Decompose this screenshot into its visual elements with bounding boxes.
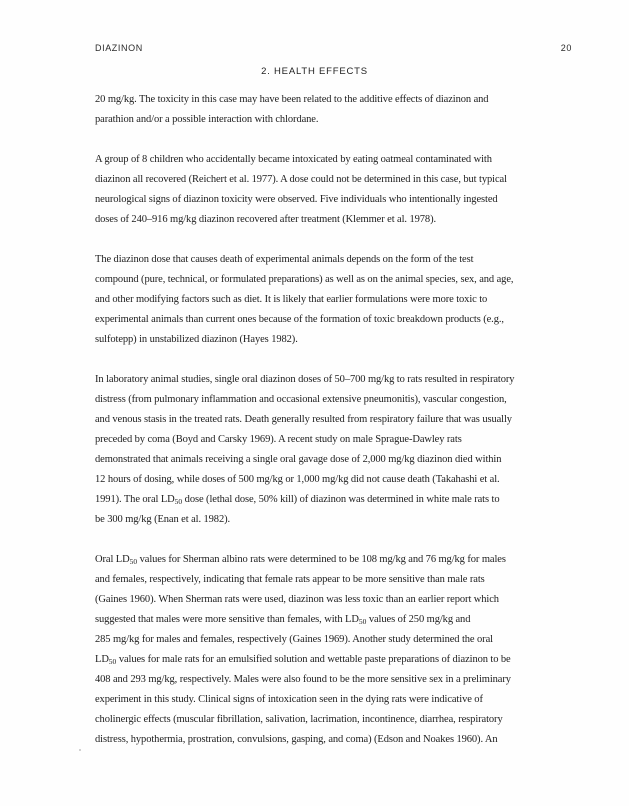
paragraph-children-oatmeal-case: A group of 8 children who accidentally became intoxicated by eating oatmeal contaminated with diazinon all recovered (Reichert et al. 1977). A dose could not be determined in this case, but typical neurological signs of diazinon toxicity were observed. Five individuals who intentionally ingested doses of 240–916 mg/kg diazinon recovered after treatment (Klemmer et al. 1978). <box>95 154 507 225</box>
running-header <box>95 43 572 53</box>
running-header-title: DIAZINON <box>95 43 143 53</box>
section-heading: 2. HEALTH EFFECTS <box>261 66 368 77</box>
document-body <box>95 90 600 770</box>
paragraph-ld50-values: Oral $LD_{50}$ values for Sherman albino rats were determined to be 108 mg/kg and 76 mg/kg for males and females, respectively, indicating that female rats appear to be more sensitive than male rats (Gaines 1960). When Sherman rats were used, diazinon was less toxic than an earlier report which suggested that males were more sensitive than females, with $LD_{50}$ values of 250 mg/kg and 285 mg/kg for males and females, respectively (Gaines 1969). Another study determined the oral $LD_{50}$ values for male rats for an emulsified solution and wettable paste preparations of diazinon to be 408 and 293 mg/kg, respectively. Males were also found to be the more sensitive sex in a preliminary experiment in this study. Clinical signs of intoxication seen in the dying rats were indicative of cholinergic effects (muscular fibrillation, salivation, lacrimation, incontinence, diarrhea, respiratory distress, hypothermia, prostration, convulsions, gasping, and coma) (Edson and Noakes 1960). An <box>95 554 511 745</box>
scan-artifact-dot <box>79 749 81 751</box>
paragraph-dose-form-factors: The diazinon dose that causes death of experimental animals depends on the form of the test compound (pure, technical, or formulated preparations) as well as on the animal species, sex, and age, and other modifying factors such as diet. It is likely that earlier formulations were more toxic to experimental animals than current ones because of the formation of toxic breakdown products (e.g., sulfotepp) in unstabilized diazinon (Hayes 1982). <box>95 254 514 345</box>
paragraph-toxicity-additive-effects: 20 mg/kg. The toxicity in this case may have been related to the additive effects of diazinon and parathion and/or a possible interaction with chlordane. <box>95 94 489 125</box>
paragraph-laboratory-animal-studies: In laboratory animal studies, single oral diazinon doses of 50–700 mg/kg to rats resulted in respiratory distress (from pulmonary inflammation and occasional extensive pneumonitis), vascular congestion, and venous stasis in the treated rats. Death generally resulted from respiratory failure that was usually preceded by coma (Boyd and Carsky 1969). A recent study on male Sprague-Dawley rats demonstrated that animals receiving a single oral gavage dose of 2,000 mg/kg diazinon died within 12 hours of dosing, while doses of 500 mg/kg or 1,000 mg/kg did not cause death (Takahashi et al. 1991). The oral $LD_{50}$ dose (lethal dose, 50% kill) of diazinon was determined in white male rats to be 300 mg/kg (Enan et al. 1982). <box>95 374 515 525</box>
page-number: 20 <box>560 43 572 53</box>
